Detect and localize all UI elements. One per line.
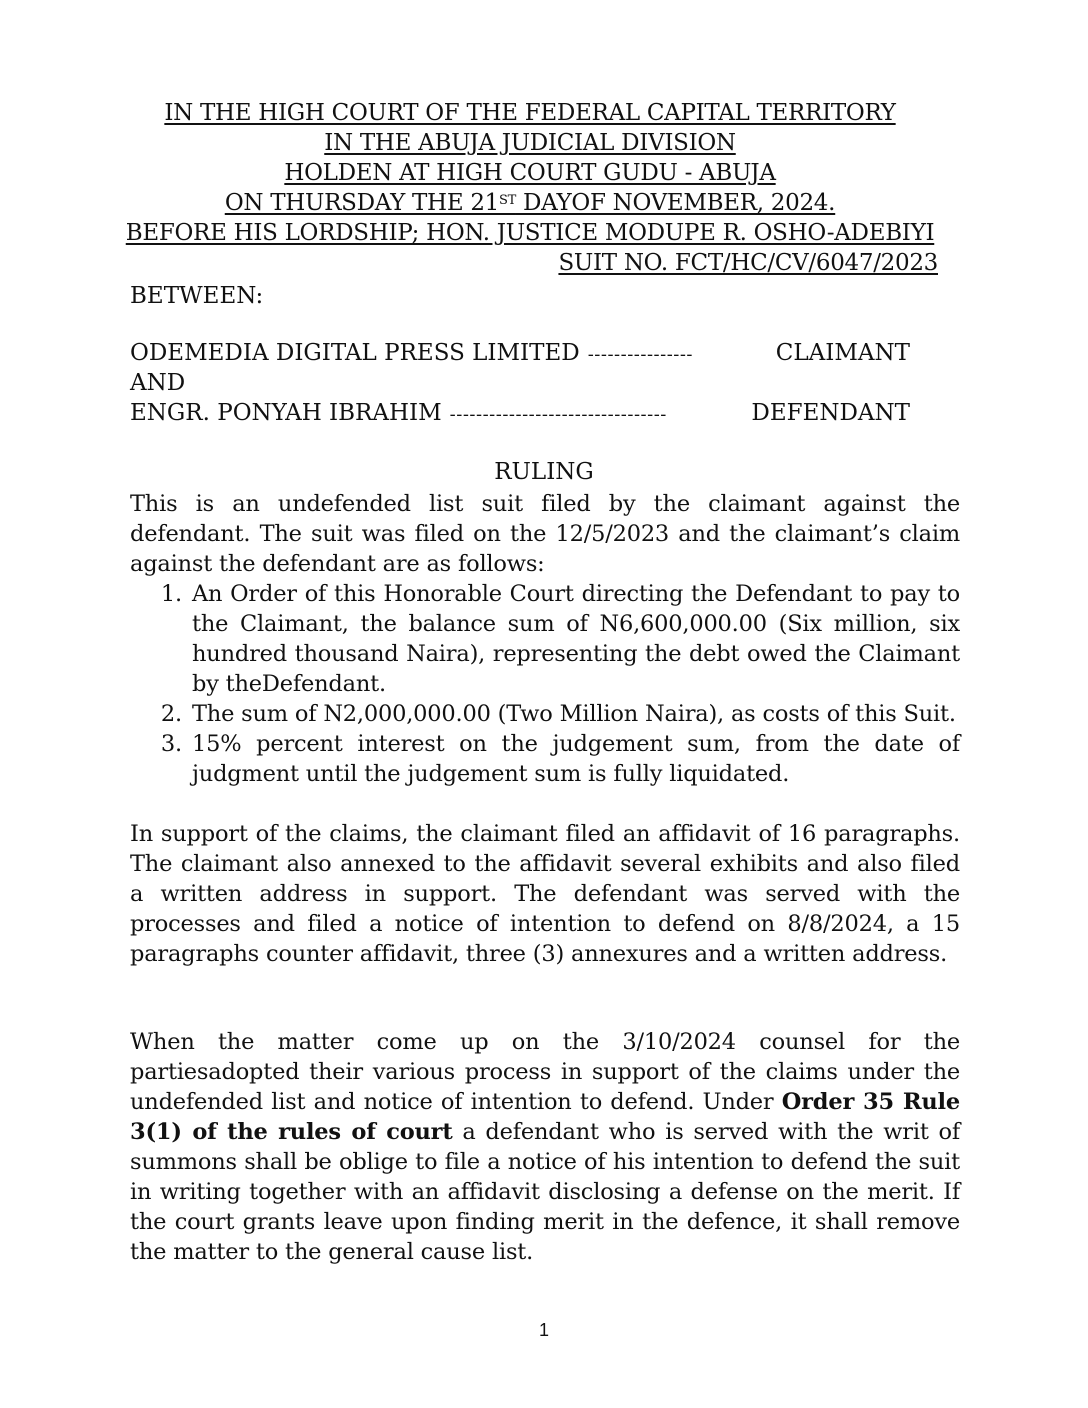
claimant-line (130, 338, 910, 370)
support-text: In support of the claims, the claimant filed an affidavit of 16 paragraphs. The claimant also annexed to the affidavit several exhibits and also filed a written address in support. The defendant was served with the processes and filed a notice of intention to defend on 8/8/2024, a 15 paragraphs counter affidavit, three (3) annexures and a written address. (130, 821, 960, 967)
defendant-line (130, 398, 910, 430)
and-label: AND (130, 370, 186, 396)
heading-line-holden: HOLDEN AT HIGH COURT GUDU - ABUJA (284, 160, 776, 186)
rule-citation: Order 35 Rule 3(1) of the rules of court (130, 1089, 961, 1145)
order-paragraph (130, 1027, 960, 1267)
heading-line-court: IN THE HIGH COURT OF THE FEDERAL CAPITAL TERRITORY (164, 100, 896, 126)
heading-line-division: IN THE ABUJA JUDICIAL DIVISION (324, 130, 736, 156)
claimant-name: ODEMEDIA DIGITAL PRESS LIMITED (130, 340, 580, 366)
claim-text: The sum of N2,000,000.00 (Two Million Naira), as costs of this Suit. (192, 701, 956, 727)
heading-line-judge: BEFORE HIS LORDSHIP; HON. JUSTICE MODUPE R. OSHO-ADEBIYI (125, 220, 935, 246)
claim-number: 3. (160, 731, 182, 757)
defendant-role: DEFENDANT (751, 400, 910, 426)
claim-number: 2. (160, 701, 182, 727)
claimant-role: CLAIMANT (775, 340, 910, 366)
suit-number: SUIT NO. FCT/HC/CV/6047/2023 (558, 250, 938, 276)
claims-list (130, 579, 960, 789)
defendant-dashes: --------------------------------- (449, 404, 667, 425)
intro-text: This is an undefended list suit filed by the claimant against the defendant. The suit was filed on the 12/5/2023 and the claimant’s claim against the defendant are as follows: (130, 491, 960, 577)
page-number: 1 (538, 1320, 549, 1340)
list-item (130, 729, 960, 789)
claim-text: 15% percent interest on the judgement sum, from the date of judgment until the judgement sum is fully liquidated. (192, 731, 960, 787)
heading-line-date: ON THURSDAY THE 21ST DAYOF NOVEMBER, 2024. (224, 190, 836, 216)
claim-text: An Order of this Honorable Court directing the Defendant to pay to the Claimant, the balance sum of N6,600,000.00 (Six million, six hundred thousand Naira), representing the debt owed the Claimant by theDefendant. (192, 581, 960, 697)
order-text: When the matter come up on the 3/10/2024 counsel for the partiesadopted their various process in support of the claims under the undefended list and notice of intention to defend. Under Order 35 Rule 3(1) of the rules of court a defendant who is served with the writ of summons shall be oblige to file a notice of his intention to defend the suit in writing together with an affidavit disclosing a defense on the merit. If the court grants leave upon finding merit in the defence, it shall remove the matter to the general cause list. (130, 1029, 961, 1265)
claim-number: 1. (160, 581, 182, 607)
ruling-title: RULING (494, 459, 594, 485)
between-label: BETWEEN: (130, 283, 264, 309)
list-item (130, 579, 960, 699)
support-paragraph (130, 819, 960, 969)
court-heading (90, 98, 970, 278)
list-item (130, 699, 960, 729)
intro-paragraph (130, 489, 960, 579)
defendant-name: ENGR. PONYAH IBRAHIM (130, 400, 442, 426)
claimant-dashes: ---------------- (587, 344, 694, 365)
